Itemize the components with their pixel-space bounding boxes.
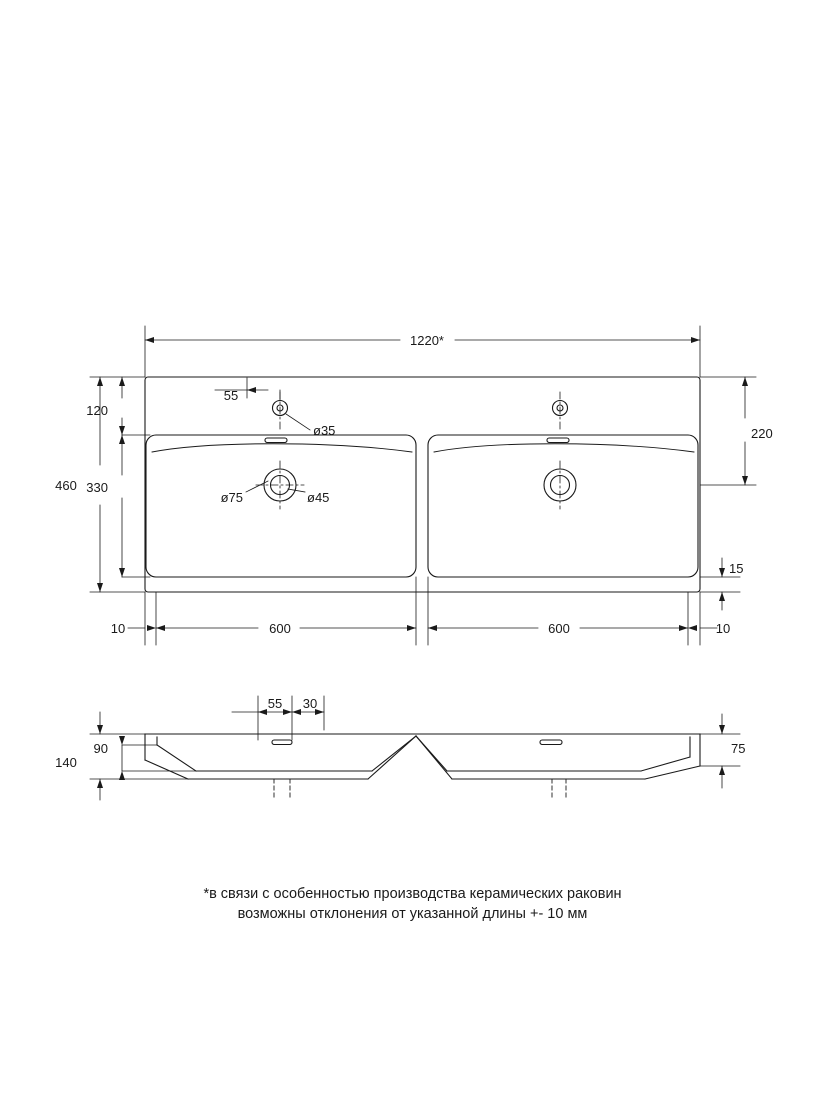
- dim-inner-height: 90: [93, 741, 108, 756]
- left-basin-outline: [146, 435, 416, 577]
- top-view-dimension-lines: [90, 326, 756, 645]
- dim-basin-depth: 330: [86, 480, 108, 495]
- front-inner-rise-right: [416, 736, 447, 771]
- dim-back-to-tap: 120: [86, 403, 108, 418]
- right-overflow-slot: [547, 438, 569, 443]
- right-basin-inner-curve: [434, 444, 694, 452]
- dim-overflow-offset: 55: [267, 696, 283, 711]
- left-overflow-slot: [265, 438, 287, 443]
- dimension-labels: [55, 333, 773, 770]
- dim-basin-left-width: 600: [269, 621, 291, 636]
- dim-overflow-width: 30: [302, 696, 318, 711]
- dim-left-margin: 10: [110, 621, 126, 636]
- front-right-overflow-slot: [540, 740, 562, 745]
- dim-tap-offset: 55: [223, 388, 239, 403]
- front-view-dimension-lines: [90, 696, 740, 800]
- front-left-drain: [274, 779, 290, 800]
- dim-overall-depth: 460: [55, 478, 77, 493]
- production-tolerance-note: [0, 884, 825, 924]
- left-drain-centerlines: [256, 461, 304, 509]
- dim-basin-right-width: 600: [548, 621, 570, 636]
- dim-right-margin: 10: [715, 621, 731, 636]
- front-overflow-slot: [272, 740, 292, 745]
- dim-right-height: 75: [731, 741, 746, 756]
- countertop-outline: [145, 377, 700, 592]
- dim-tap-hole-diameter: ø35: [313, 423, 336, 438]
- dim-drain-outer-diameter: ø75: [220, 490, 243, 505]
- note-line-2: возможны отклонения от указанной длины +- 10 мм: [237, 906, 588, 922]
- front-inner-rise-left: [372, 736, 416, 771]
- right-basin-outline: [428, 435, 698, 577]
- front-center-rise-left: [368, 736, 416, 779]
- note-line-1: *в связи с особенностью производства керамических раковин: [203, 886, 622, 902]
- dim-bottom-gap: 15: [729, 561, 744, 576]
- top-view-geometry: [145, 377, 700, 592]
- front-left-inner-taper: [157, 745, 196, 771]
- dim-overall-width: 1220*: [410, 333, 444, 348]
- dim-total-height: 140: [55, 755, 77, 770]
- front-view-geometry: [145, 734, 700, 800]
- left-basin-inner-curve: [152, 444, 412, 452]
- front-left-taper: [145, 760, 188, 779]
- front-right-drain: [552, 779, 566, 798]
- dim-right-inner: 220: [751, 426, 773, 441]
- dim-drain-inner-diameter: ø45: [307, 490, 330, 505]
- front-right-inner-taper: [641, 757, 690, 771]
